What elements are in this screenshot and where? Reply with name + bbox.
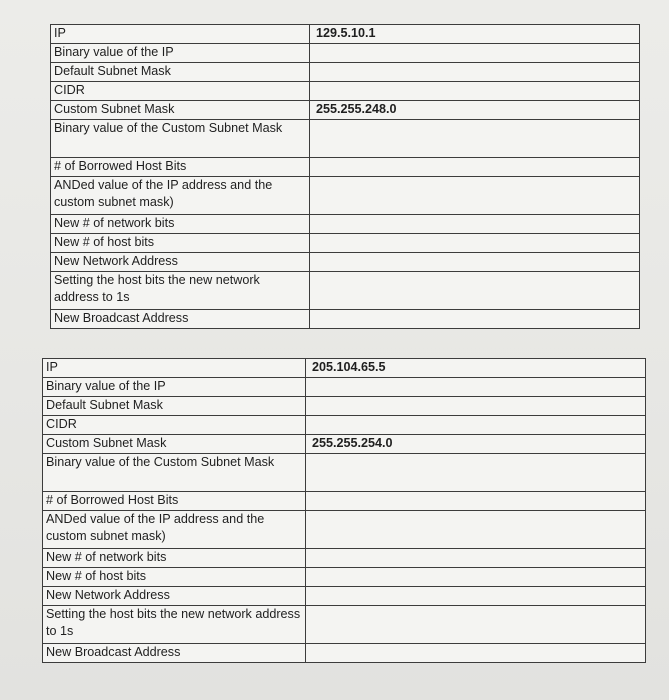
row-value[interactable] (306, 397, 646, 416)
table-row (43, 397, 646, 416)
row-value[interactable] (310, 158, 640, 177)
row-label: IP (51, 25, 310, 44)
row-value[interactable] (306, 378, 646, 397)
table-row (43, 606, 646, 644)
row-label: New # of host bits (43, 568, 306, 587)
table-row (43, 568, 646, 587)
row-value[interactable] (310, 120, 640, 158)
table-row (43, 416, 646, 435)
table-row (43, 549, 646, 568)
row-value[interactable] (310, 177, 640, 215)
table-row (51, 272, 640, 310)
row-label: New # of network bits (43, 549, 306, 568)
row-label: New # of network bits (51, 215, 310, 234)
table-row (51, 158, 640, 177)
table-row (43, 492, 646, 511)
row-value[interactable] (310, 215, 640, 234)
table-row (51, 101, 640, 120)
row-value[interactable] (306, 606, 646, 644)
row-value[interactable] (306, 454, 646, 492)
table-row (51, 215, 640, 234)
table-row (51, 44, 640, 63)
row-label: # of Borrowed Host Bits (43, 492, 306, 511)
table-row (43, 454, 646, 492)
table-row (51, 234, 640, 253)
row-value[interactable] (306, 416, 646, 435)
table-row (51, 310, 640, 329)
row-label: Binary value of the Custom Subnet Mask (43, 454, 306, 492)
row-value[interactable]: 205.104.65.5 (306, 359, 646, 378)
row-label: New # of host bits (51, 234, 310, 253)
table-row (51, 177, 640, 215)
table-row (51, 82, 640, 101)
row-label: Binary value of the Custom Subnet Mask (51, 120, 310, 158)
row-label: New Network Address (43, 587, 306, 606)
table-row (43, 587, 646, 606)
row-label: Setting the host bits the new network address to 1s (51, 272, 310, 310)
row-value[interactable] (306, 644, 646, 663)
row-value[interactable] (310, 310, 640, 329)
table-row (43, 435, 646, 454)
row-label: Binary value of the IP (51, 44, 310, 63)
row-value[interactable]: 129.5.10.1 (310, 25, 640, 44)
row-label: Custom Subnet Mask (43, 435, 306, 454)
row-value[interactable] (306, 587, 646, 606)
row-value[interactable] (310, 272, 640, 310)
row-label: New Network Address (51, 253, 310, 272)
row-value[interactable] (310, 82, 640, 101)
subnet-table-2 (42, 358, 646, 663)
row-label: Binary value of the IP (43, 378, 306, 397)
row-label: Default Subnet Mask (51, 63, 310, 82)
row-label: ANDed value of the IP address and the custom subnet mask) (51, 177, 310, 215)
row-value[interactable] (310, 234, 640, 253)
row-value[interactable] (306, 568, 646, 587)
table-row (43, 511, 646, 549)
subnet-table-1 (50, 24, 640, 329)
row-label: New Broadcast Address (51, 310, 310, 329)
row-value[interactable]: 255.255.248.0 (310, 101, 640, 120)
row-value[interactable] (310, 44, 640, 63)
table-row (51, 25, 640, 44)
table-row (51, 120, 640, 158)
row-label: Default Subnet Mask (43, 397, 306, 416)
row-value[interactable] (310, 253, 640, 272)
row-label: CIDR (43, 416, 306, 435)
row-value[interactable]: 255.255.254.0 (306, 435, 646, 454)
table-row (51, 253, 640, 272)
table-row (43, 359, 646, 378)
row-label: # of Borrowed Host Bits (51, 158, 310, 177)
row-label: Setting the host bits the new network address to 1s (43, 606, 306, 644)
row-label: Custom Subnet Mask (51, 101, 310, 120)
row-label: IP (43, 359, 306, 378)
row-value[interactable] (310, 63, 640, 82)
row-value[interactable] (306, 511, 646, 549)
row-label: ANDed value of the IP address and the custom subnet mask) (43, 511, 306, 549)
row-label: New Broadcast Address (43, 644, 306, 663)
row-value[interactable] (306, 492, 646, 511)
table-row (51, 63, 640, 82)
row-value[interactable] (306, 549, 646, 568)
table-row (43, 644, 646, 663)
table-row (43, 378, 646, 397)
row-label: CIDR (51, 82, 310, 101)
